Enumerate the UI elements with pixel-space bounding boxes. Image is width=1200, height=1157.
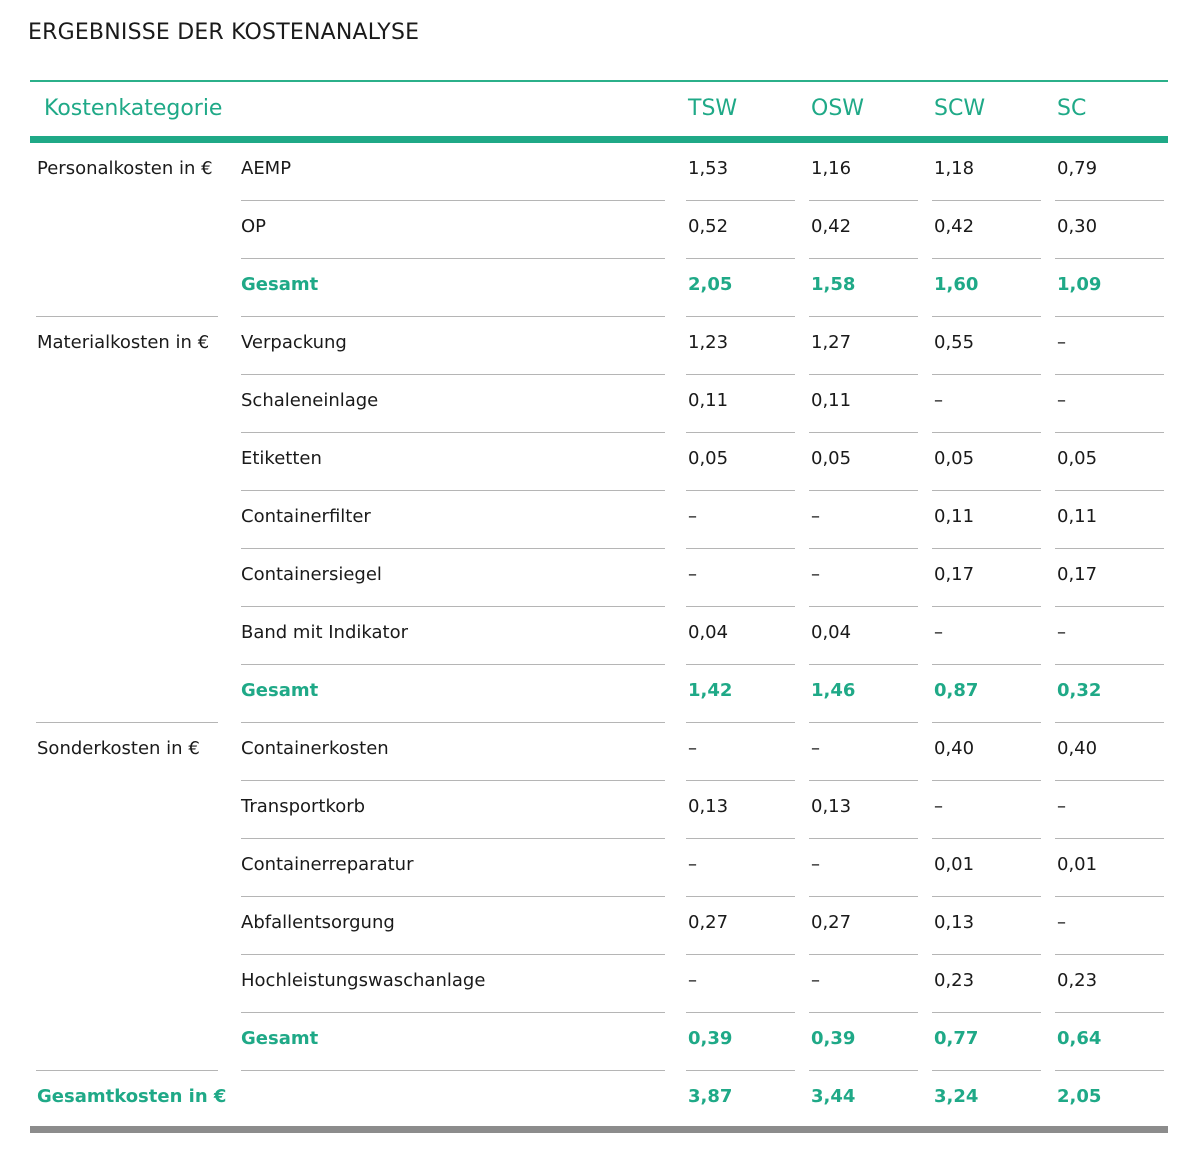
row-value: – [688, 970, 697, 991]
grand-total-value: 3,44 [811, 1086, 856, 1107]
table-row [0, 375, 1200, 433]
table-row [0, 317, 1200, 375]
row-value: – [1057, 796, 1066, 817]
row-value: 0,39 [811, 1028, 856, 1049]
row-item-label: Transportkorb [241, 796, 366, 817]
row-value: 0,05 [1057, 448, 1098, 469]
row-value: 1,53 [688, 158, 729, 179]
row-item-label: Containerkosten [241, 738, 389, 759]
row-item-label: Schaleneinlage [241, 390, 379, 411]
row-value: 0,23 [1057, 970, 1098, 991]
row-value: 0,11 [811, 390, 852, 411]
row-value: 0,17 [1057, 564, 1098, 585]
header-col-scw: SCW [934, 96, 986, 121]
row-value: 0,40 [1057, 738, 1098, 759]
row-value: 0,11 [1057, 506, 1098, 527]
table-row [0, 1013, 1200, 1071]
row-value: – [1057, 912, 1066, 933]
row-value: 1,42 [688, 680, 733, 701]
row-item-label: Containerfilter [241, 506, 371, 527]
row-value: – [934, 622, 943, 643]
table-row [0, 201, 1200, 259]
table-row [0, 723, 1200, 781]
row-item-label: Gesamt [241, 680, 319, 701]
row-value: 0,30 [1057, 216, 1098, 237]
row-item-label: Gesamt [241, 274, 319, 295]
row-value: 0,40 [934, 738, 975, 759]
grand-total-value: 3,24 [934, 1086, 979, 1107]
row-value: 0,13 [934, 912, 975, 933]
row-value: 0,04 [688, 622, 729, 643]
row-group-label: Sonderkosten in € [37, 738, 200, 759]
row-value: 0,01 [1057, 854, 1098, 875]
row-value: 0,42 [811, 216, 852, 237]
table-row [0, 665, 1200, 723]
row-value: 0,05 [688, 448, 729, 469]
grand-total-row [0, 1071, 1200, 1129]
row-value: 0,77 [934, 1028, 979, 1049]
table-row [0, 897, 1200, 955]
row-value: 1,46 [811, 680, 856, 701]
table-row [0, 607, 1200, 665]
row-value: – [811, 738, 820, 759]
table-row [0, 143, 1200, 201]
row-value: 0,13 [811, 796, 852, 817]
row-value: 0,64 [1057, 1028, 1102, 1049]
row-value: 0,52 [688, 216, 729, 237]
row-item-label: Containersiegel [241, 564, 382, 585]
table-row [0, 259, 1200, 317]
row-value: – [811, 506, 820, 527]
row-value: 1,58 [811, 274, 856, 295]
grand-total-label: Gesamtkosten in € [37, 1086, 227, 1107]
row-item-label: Containerreparatur [241, 854, 414, 875]
table-row [0, 433, 1200, 491]
row-value: – [811, 854, 820, 875]
header-col-osw: OSW [811, 96, 865, 121]
row-item-label: Verpackung [241, 332, 347, 353]
header-col-sc: SC [1057, 96, 1087, 121]
row-value: 0,79 [1057, 158, 1098, 179]
table-row [0, 955, 1200, 1013]
grand-total-value: 3,87 [688, 1086, 733, 1107]
row-value: – [688, 506, 697, 527]
row-group-label: Personalkosten in € [37, 158, 213, 179]
row-value: 0,05 [811, 448, 852, 469]
table-row [0, 549, 1200, 607]
table-bottom-rule [30, 1126, 1168, 1133]
row-item-label: OP [241, 216, 267, 237]
row-value: – [934, 390, 943, 411]
row-value: 2,05 [688, 274, 733, 295]
row-value: 1,60 [934, 274, 979, 295]
row-value: – [688, 738, 697, 759]
row-value: 1,16 [811, 158, 852, 179]
row-value: 0,32 [1057, 680, 1102, 701]
row-item-label: Abfallentsorgung [241, 912, 395, 933]
table-row [0, 781, 1200, 839]
row-value: 1,09 [1057, 274, 1102, 295]
row-group-label: Materialkosten in € [37, 332, 210, 353]
header-category: Kostenkategorie [44, 96, 223, 121]
row-item-label: AEMP [241, 158, 292, 179]
row-item-label: Etiketten [241, 448, 322, 469]
row-value: 1,18 [934, 158, 975, 179]
row-value: 0,27 [811, 912, 852, 933]
row-value: 0,39 [688, 1028, 733, 1049]
row-value: 0,11 [688, 390, 729, 411]
row-value: – [1057, 622, 1066, 643]
row-value: – [1057, 390, 1066, 411]
page-title: ERGEBNISSE DER KOSTENANALYSE [28, 20, 420, 45]
row-value: 0,42 [934, 216, 975, 237]
row-value: 0,11 [934, 506, 975, 527]
row-value: 0,01 [934, 854, 975, 875]
table-row [0, 491, 1200, 549]
row-value: 0,05 [934, 448, 975, 469]
row-value: 0,87 [934, 680, 979, 701]
table-header-rule [30, 136, 1168, 143]
row-value: – [934, 796, 943, 817]
table-row [0, 839, 1200, 897]
row-value: 0,04 [811, 622, 852, 643]
row-value: 0,55 [934, 332, 975, 353]
row-value: – [1057, 332, 1066, 353]
row-value: 0,13 [688, 796, 729, 817]
grand-total-value: 2,05 [1057, 1086, 1102, 1107]
row-item-label: Band mit Indikator [241, 622, 409, 643]
row-item-label: Hochleistungswaschanlage [241, 970, 486, 991]
header-col-tsw: TSW [688, 96, 738, 121]
row-value: 0,23 [934, 970, 975, 991]
row-value: 0,27 [688, 912, 729, 933]
row-value: – [811, 970, 820, 991]
table-header [0, 82, 1200, 136]
row-item-label: Gesamt [241, 1028, 319, 1049]
row-value: 0,17 [934, 564, 975, 585]
row-value: – [688, 854, 697, 875]
row-value: – [811, 564, 820, 585]
row-value: 1,27 [811, 332, 852, 353]
row-value: – [688, 564, 697, 585]
row-value: 1,23 [688, 332, 729, 353]
